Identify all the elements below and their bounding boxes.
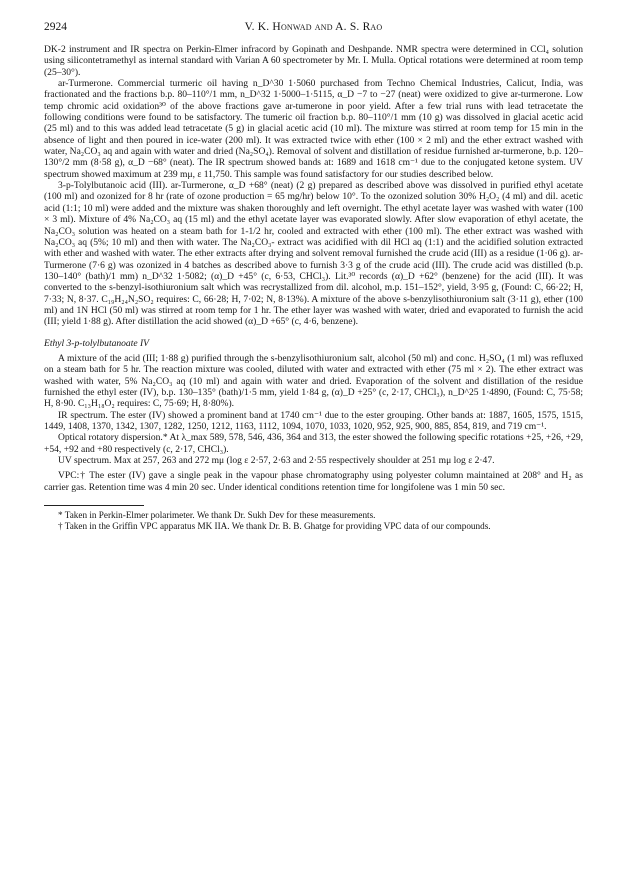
footnote-vpc-apparatus: † Taken in the Griffin VPC apparatus MK IIA. We thank Dr. B. B. Ghatge for providing VPC data of our compounds. xyxy=(58,521,491,532)
page-number: 2924 xyxy=(44,21,67,33)
paragraph-ester-preparation: A mixture of the acid (III; 1·88 g) purified through the s-benzylisothiuronium salt, alcohol (50 ml) and conc. H₂SO₄ (1 ml) was refluxed on a steam bath for 5 hr. The reaction mixture was cooled, diluted with water and extracted with ether (75 ml × 2). The ether extract was washed with water, 5% Na₂CO₃ aq (10 ml) and again with water and dried. Evaporation of the solvent and distillation of the residue furnished the ethyl ester (IV), b.p. 130–135° (bath)/1·5 mm, yield 1·84 g, (α)_D +25° (c, 2·17, CHCl₃), n_D^25 1·4890, (Found: C, 75·58; H, 8·90. C₁₃H₁₈O₂ requires: C, 75·69; H, 8·80%). xyxy=(44,352,583,410)
paragraph-optical-rotatory-dispersion: Optical rotatory dispersion.* At λ_max 589, 578, 546, 436, 364 and 313, the ester showed the following specific rotations +25, +26, +29, +54, +92 and +80 respectively (c, 2·17, CHCl₃). xyxy=(44,432,583,455)
paragraph-ar-turmerone: ar-Turmerone. Commercial turmeric oil having n_D^30 1·5060 purchased from Techno Chemical Industries, Calicut, India, was fractionated and the fractions b.p. 80–110°/1 mm, n_D^32 1·5000–1·5115, α_D −7 to −27 (neat) were oxidized to give ar-turmerone. Low temp chromic acid oxidation³⁰ of the above fractions gave ar-tumerone in poor yield. After a few trial runs with lead tetracetate the following conditions were found to be satisfactory. The tumeric oil fraction b.p. 80–110°/1 mm (10 g) was dissolved in glacial acetic acid (25 ml) and to this was added lead tetracetate (5 g) in glacial acetic acid (10 ml). The mixture was stirred at room temp for 15 min in the absence of light and then poured in ice-water (200 ml). It was extracted twice with ether (100 × 2 ml) and the ether extract washed with water, Na₂CO₃ aq and again with water and dried (Na₂SO₄). Removal of solvent and distillation of residue furnished ar-turmerone, b.p. 120–130°/2 mm (8·58 g), α_D −68° (neat). The IR spectrum showed bands at: 1689 and 1618 cm⁻¹ due to the conjugated ketone system. UV spectrum showed maximum at 239 mμ, ε 11,750. This sample was found satisfactory for our studies described below. xyxy=(44,78,583,180)
footnote-divider xyxy=(44,505,144,506)
paragraph-uv-spectrum: UV spectrum. Max at 257, 263 and 272 mμ (log ε 2·57, 2·63 and 2·55 respectively shoulder at 251 mμ log ε 2·47. xyxy=(58,455,495,467)
paragraph-ir-spectrum: IR spectrum. The ester (IV) showed a prominent band at 1740 cm⁻¹ due to the ester grouping. Other bands at: 1887, 1605, 1575, 1515, 1449, 1408, 1370, 1342, 1307, 1282, 1250, 1212, 1163, 1112, 1094, 1070, 1033, 1020, 952, 925, 900, 885, 854, 819, and 719 cm⁻¹. xyxy=(44,409,583,432)
running-head: V. K. Honwad and A. S. Rao xyxy=(244,21,383,33)
paragraph-vpc: VPC:† The ester (IV) gave a single peak in the vapour phase chromatography using polyester column maintained at 208° and H₂ as carrier gas. Retention time was 4 min 20 sec. Under identical conditions retention time for longifolene was 1 min 50 sec. xyxy=(44,470,583,493)
paragraph-tolylbutanoic-acid: 3-p-Tolylbutanoic acid (III). ar-Turmerone, α_D +68° (neat) (2 g) prepared as described above was dissolved in purified ethyl acetate (100 ml) and ozonized for 8 hr (rate of ozone production = 65 mg/hr) below 10°. To the ozonized solution 30% H₂O₂ (4 ml) and dil. acetic acid (1:1; 10 ml) were added and the mixture was shaken thoroughly and left overnight. The ethyl acetate layer was washed with water (100 × 3 ml). Mixture of 4% Na₂CO₃ aq (15 ml) and the ethyl acetate layer was evaporated slowly. After slow evaporation of ethyl acetate, the Na₂CO₃ solution was heated on a steam bath for 1-1/2 hr, cooled and extracted with ether (100 ml). The ether extract was washed with Na₂CO₃ aq (5%; 10 ml) and then with water. The Na₂CO₃- extract was acidified with dil HCl aq (1:1) and the acidified solution extracted with ether and washed with water. The ether extracts after drying and solvent removal furnished the crude acid (III) as a residue (1·06 g). ar-Turmerone (7·6 g) was ozonized in 4 batches as described above to furnish 3·3 g of the crude acid (III). The crude acid was distilled (b.p. 130–140° (bath)/1 mm) n_D^32 1·5082; (α)_D +45° (c, 6·53, CHCl₃). Lit.³⁰ records (α)_D +62° (benzene) for the acid (III). It was converted to the s-benzyl-isothiuronium salt which was recrystallized from dil. alcohol, m.p. 151–152°, yield, 3·95 g, (Found: C, 66·22; H, 7·33; N, 8·37. C₁₉H₂₄N₂SO₂ requires: C, 66·28; H, 7·02; N, 8·13%). A mixture of the above s-benzylisothiuronium salt (3·11 g), ether (100 ml) and 1N HCl (50 ml) was stirred at room temp for 1 hr. The ether layer was washed with water, dried and evaporated to furnish the acid (III; yield 1·88 g). After distillation the acid showed (α)_D +65° (c, 4·6, benzene). xyxy=(44,180,583,328)
footnote-polarimeter: * Taken in Perkin-Elmer polarimeter. We thank Dr. Sukh Dev for these measurements. xyxy=(58,510,376,521)
section-heading-ethyl-ester: Ethyl 3-p-tolylbutanoate IV xyxy=(44,337,149,349)
page-header xyxy=(44,20,583,36)
paragraph-instruments: DK-2 instrument and IR spectra on Perkin-Elmer infracord by Gopinath and Deshpande. NMR spectra were determined in CCl₄ solution using silicontetramethyl as internal standard with Varian A 60 spectrometer by Mr. I. Mulla. Optical rotations were determined at room temp (25–30°). xyxy=(44,44,583,78)
